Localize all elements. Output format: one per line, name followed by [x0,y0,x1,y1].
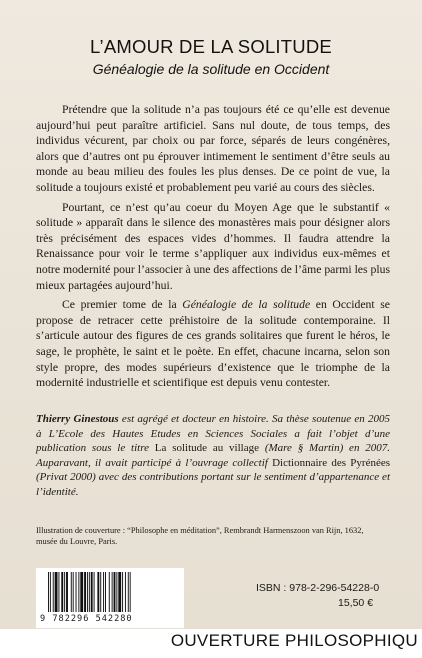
barcode [36,568,184,628]
book-title: L’AMOUR DE LA SOLITUDE [90,36,332,57]
collection-band [0,629,422,658]
blurb [36,102,390,395]
blurb-paragraph-3 [36,297,390,391]
barcode-digits: 9 782296 542280 [40,614,133,624]
author-bio-part-3: (Privat 2000) avec des contributions portant sur le sentiment d’appartenance et l’identité. [36,471,390,498]
author-collective-title: Dictionnaire des Pyrénées [272,456,391,469]
author-bio [36,412,390,500]
blurb-p3-series-title: Généalogie de la solitude [182,298,311,312]
collection-name: OUVERTURE PHILOSOPHIQU [170,631,418,650]
isbn: ISBN : 978-2-296-54228-0 [256,582,380,594]
price: 15,50 € [338,597,374,609]
author-name: Thierry Ginestous [36,413,119,425]
book-subtitle: Généalogie de la solitude en Occident [92,61,330,77]
blurb-paragraph-1: Prétendre que la solitude n’a pas toujours été ce qu’elle est devenue aujourd’hui peut paraître artificiel. Sans nul doute, de tous temps, des individus vécurent, par choix ou par force, séparés de leurs congénères, alors que d’autres ont pu éprouver intimement le sentiment d’être seuls au monde au beau milieu des foules les plus denses. De ce point de vue, la solitude a toujours existé et probablement peu varié au cours des siècles. [36,103,390,194]
blurb-p3-start: Ce premier tome de la [62,298,183,312]
barcode-bars [48,572,172,612]
author-bio-part-2: (Mare § Martin) en 2007. Auparavant, il avait participé à l’ouvrage collectif [36,442,391,469]
cover-illustration-credit: Illustration de couverture : “Philosophe en méditation”, Rembrandt Harmenszoon van Rijn, 1632, musée du Louvre, Paris. [36,526,364,546]
author-book-title: La solitude au village [154,442,259,455]
blurb-paragraph-2: Pourtant, ce n’est qu’au coeur du Moyen Age que le substantif « solitude » apparaît dans le silence des monastères mais pour désigner alors très précisément des espaces vides d’hommes. Il faudra attendre la Renaissance pour voir le terme s’appliquer aux individus eux-mêmes et notre modernité pour l’associer à une des affections de l’âme parmi les plus mieux partagées aujourd’hui. [36,200,390,292]
author-bio-part-1: est agrégé et docteur en histoire. Sa thèse soutenue en 2005 à L’Ecole des Hautes Etudes en Sciences Sociales a fait l’objet d’une publication sous le titre [36,413,390,455]
blurb-p3-rest: en Occident se propose de retracer cette préhistoire de la solitude contemporaine. Il s’articule autour des figures de ces grands solitaires que furent le héros, le sage, le prophète, le saint et le poète. En effet, chacune incarna, selon son style propre, des modes supérieurs d’existence que le triomphe de la modernité industrielle et scientifique est depuis venu contester. [36,298,390,390]
